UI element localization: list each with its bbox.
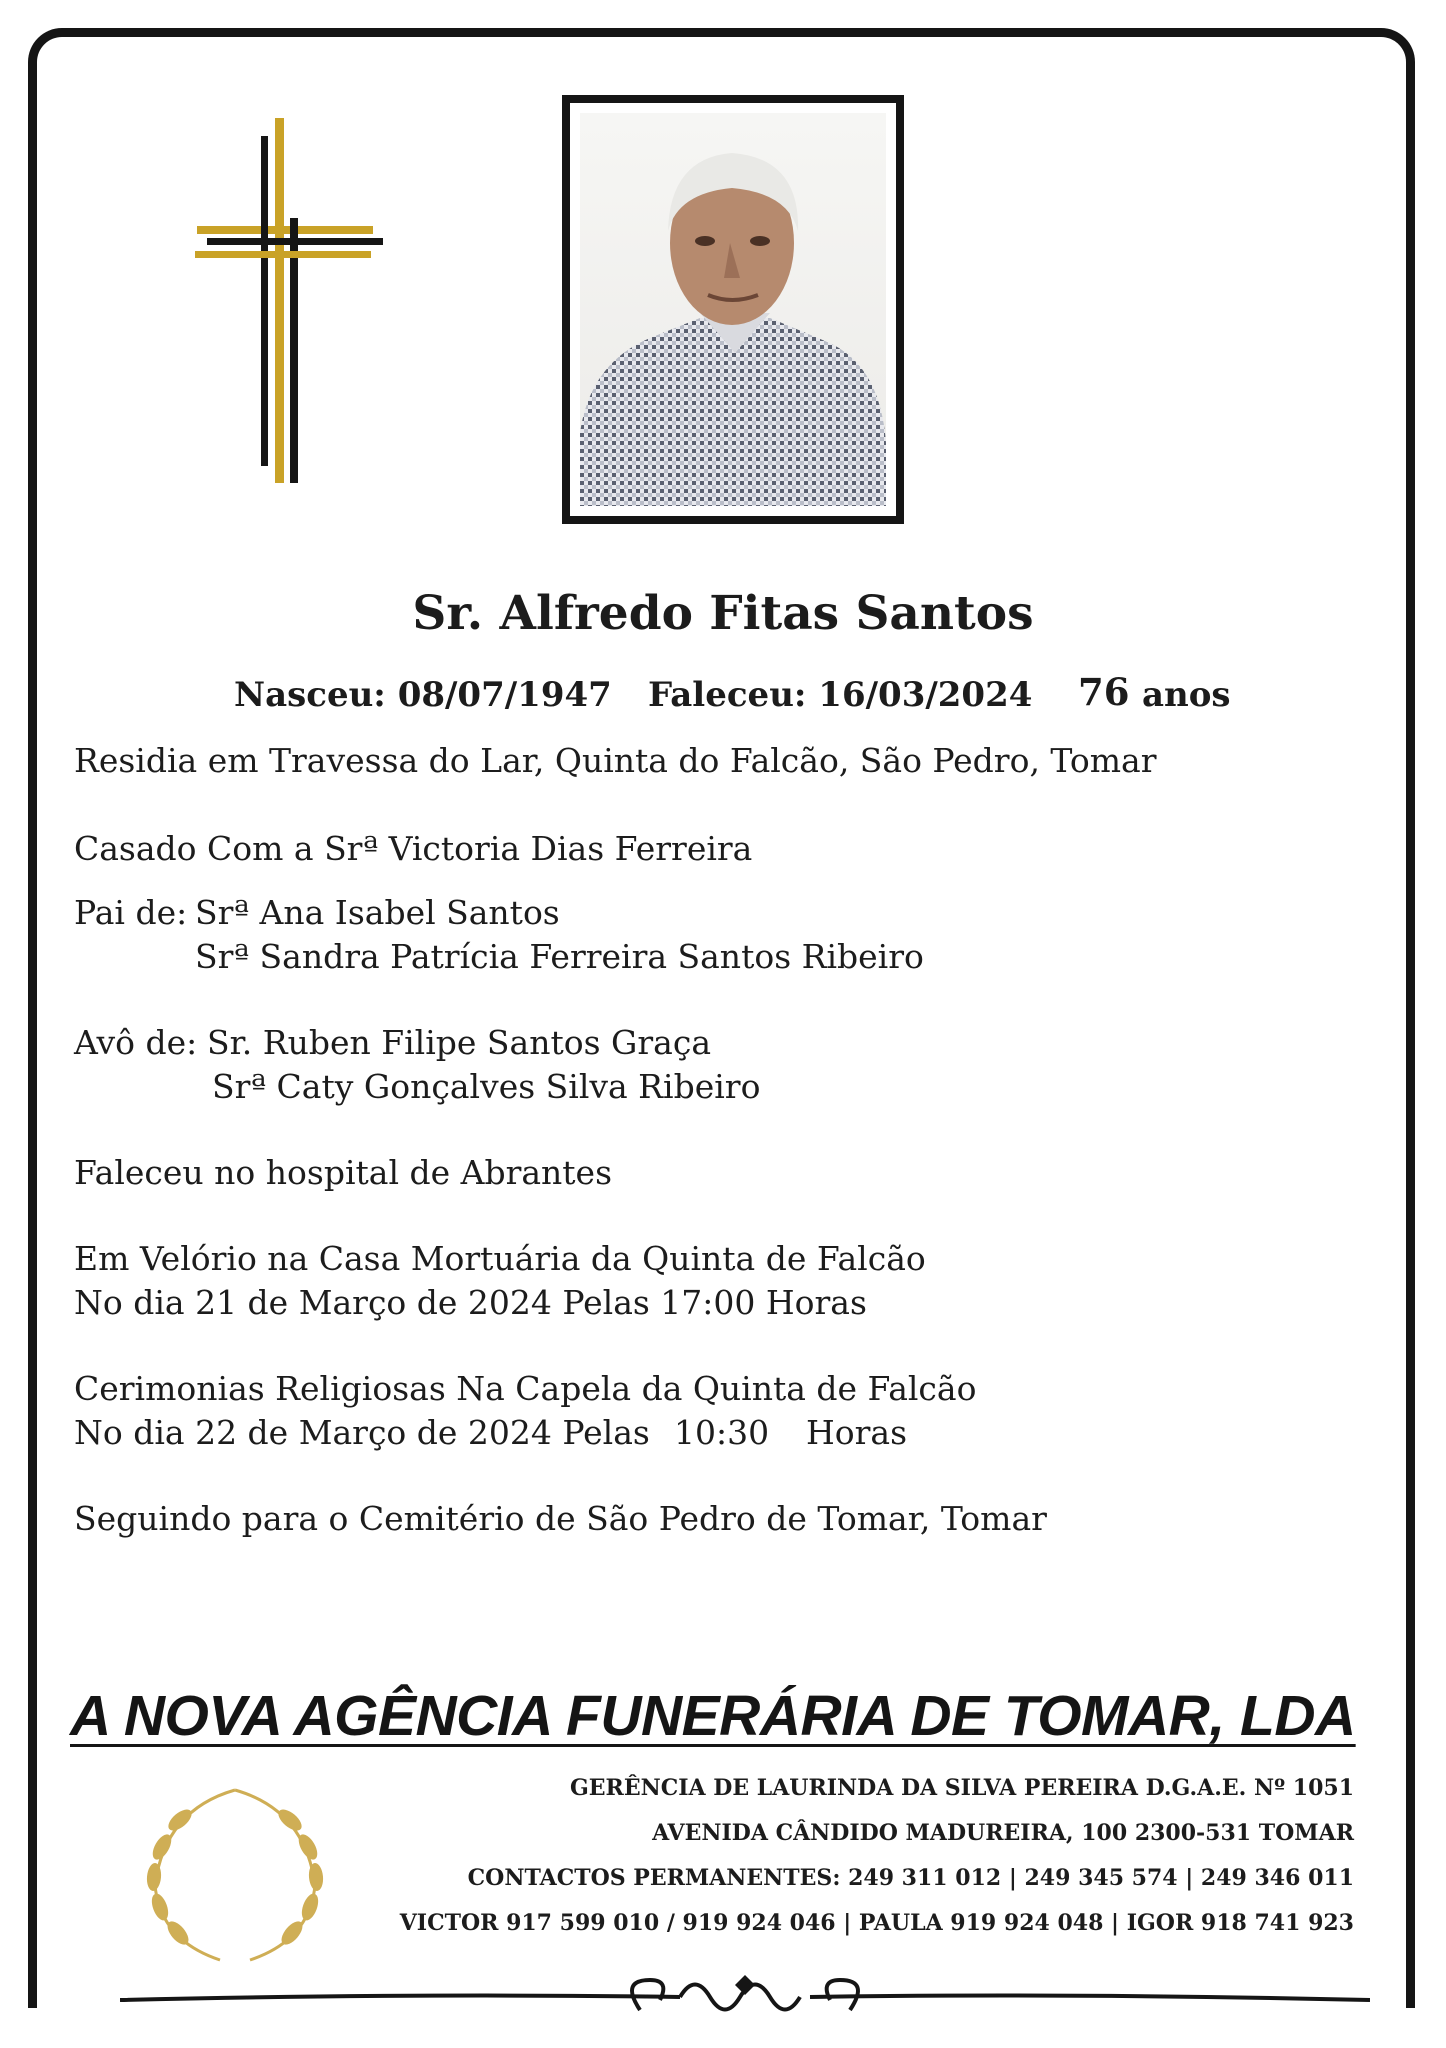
deceased-portrait	[580, 113, 886, 506]
agency-name: A NOVA AGÊNCIA FUNERÁRIA DE TOMAR, LDA	[70, 1684, 1356, 1748]
cross-icon	[195, 118, 385, 488]
birth-date: Nasceu: 08/07/1947	[234, 675, 612, 715]
ceremony-time: 10:30	[674, 1413, 770, 1452]
ceremony-hours: Horas	[806, 1413, 908, 1452]
agency-mobiles: VICTOR 917 599 010 / 919 924 046 | PAULA 919 924 048 | IGOR 918 741 923	[399, 1910, 1354, 1936]
agency-management: GERÊNCIA DE LAURINDA DA SILVA PEREIRA D.G.A.E. Nº 1051	[570, 1775, 1354, 1801]
grandchild-name: Srª Caty Gonçalves Silva Ribeiro	[212, 1067, 761, 1106]
age-number: 76	[1078, 670, 1130, 714]
death-date: Faleceu: 16/03/2024	[648, 675, 1033, 715]
agency-address: AVENIDA CÂNDIDO MADUREIRA, 100 2300-531 TOMAR	[652, 1820, 1354, 1846]
residence-text: Residia em Travessa do Lar, Quinta do Falcão, São Pedro, Tomar	[74, 741, 1157, 780]
deceased-photo-frame	[562, 95, 904, 524]
deceased-name: Sr. Alfredo Fitas Santos	[412, 586, 1034, 641]
father-label: Pai de:	[74, 893, 188, 932]
death-place-text: Faleceu no hospital de Abrantes	[74, 1153, 613, 1192]
ceremony-date-text: No dia 22 de Março de 2024 Pelas	[74, 1413, 650, 1452]
ornamental-flourish	[120, 1955, 1370, 2025]
burial-text: Seguindo para o Cemitério de São Pedro de Tomar, Tomar	[74, 1499, 1047, 1538]
ceremony-place-text: Cerimonias Religiosas Na Capela da Quinta de Falcão	[74, 1369, 977, 1408]
wake-place-text: Em Velório na Casa Mortuária da Quinta de Falcão	[74, 1239, 926, 1278]
age-unit: anos	[1142, 675, 1231, 715]
wake-date-text: No dia 21 de Março de 2024 Pelas 17:00 Horas	[74, 1283, 867, 1322]
child-name: Srª Ana Isabel Santos	[195, 893, 560, 932]
child-name: Srª Sandra Patrícia Ferreira Santos Ribeiro	[195, 937, 924, 976]
grandchild-name: Sr. Ruben Filipe Santos Graça	[207, 1023, 711, 1062]
grandfather-label: Avô de:	[74, 1023, 198, 1062]
agency-contacts: CONTACTOS PERMANENTES: 249 311 012 | 249 345 574 | 249 346 011	[467, 1865, 1354, 1891]
spouse-text: Casado Com a Srª Victoria Dias Ferreira	[74, 829, 753, 868]
